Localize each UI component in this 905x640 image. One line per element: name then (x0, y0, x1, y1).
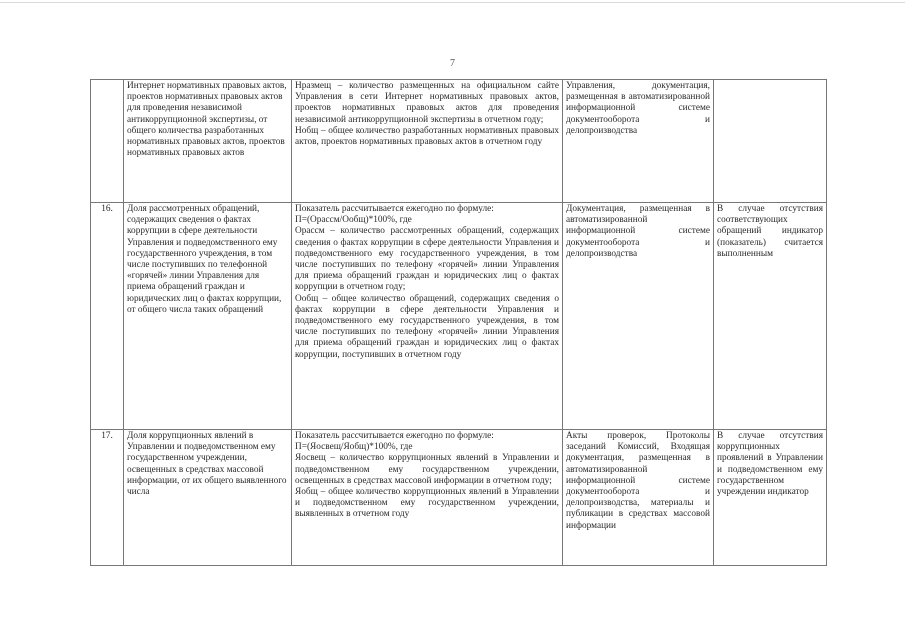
indicator-formula (292, 80, 563, 203)
indicator-source: Документация, размещенная в автоматизированной информационной системе документооборота и делопроизводства (563, 203, 714, 430)
formula-line: Яосвещ – количество коррупционных явлений в Управлении и подведомственном ему государственном учреждении, освещенных в средствах массовой информации в отчетном году; (295, 453, 559, 486)
formula-line: Орассм – количество рассмотренных обращений, содержащих сведения о фактах коррупции в сфере деятельности Управления и подведомственного ему государственного учреждения, в том числе поступивших по телефону «горячей» линии Управления для приема обращений граждан и юридических лиц о фактах коррупции в отчетном году; (295, 226, 559, 293)
formula-line: П=(Орассм/Ообщ)*100%, где (295, 215, 412, 226)
indicator-formula (292, 430, 563, 566)
formula-line: П=(Яосвещ/Яобщ)*100%, где (295, 442, 413, 453)
formula-line: Ообщ – общее количество обращений, содержащих сведения о фактах коррупции в сфере деятельности Управления и подведомственного ему государственного учреждения, в том числе поступивших по телефону «горячей» линии Управления для приема обращений граждан и юридических лиц о фактах коррупции, поступивших в отчетном году (295, 293, 559, 360)
indicators-table (90, 79, 827, 566)
indicator-note: В случае отсутствия коррупционных проявлений в Управлении и подведомственном ему государственном учреждении индикатор (714, 430, 827, 566)
formula-line: Яобщ – общее количество коррупционных явлений в Управлении и подведомственном ему государственном учреждении, выявленных в отчетном году (295, 487, 559, 520)
row-number: 17. (91, 430, 124, 566)
indicator-formula (292, 203, 563, 430)
indicator-source: Акты проверок, Протоколы заседаний Комиссий, Входящая документация, размещенная в автоматизированной информационной системе документооборота и делопроизводства, материалы и публикации в средствах массовой информации (563, 430, 714, 566)
row-number: 16. (91, 203, 124, 430)
table-row (91, 430, 827, 566)
formula-line: Нразмещ – количество размещенных на официальном сайте Управления в сети Интернет нормативных правовых актов, проектов нормативных правовых актов для проведения независимой антикоррупционной экспертизы в отчетном году; (295, 81, 559, 125)
formula-line: Показатель рассчитывается ежегодно по формуле: (295, 431, 494, 441)
indicator-note: В случае отсутствия соответствующих обращений индикатор (показатель) считается выполненным (714, 203, 827, 430)
indicator-name: Доля рассмотренных обращений, содержащих сведения о фактах коррупции в сфере деятельности Управления и подведомственного ему государственного учреждения, в том числе поступивших по телефонной «горячей» линии Управления для приема обращений граждан и юридических лиц о фактах коррупции, от общего числа таких обращений (124, 203, 292, 430)
indicator-note (714, 80, 827, 203)
row-number (91, 80, 124, 203)
formula-line: Нобщ – общее количество разработанных нормативных правовых актов, проектов нормативных правовых актов в отчетном году (295, 125, 559, 148)
table-row (91, 203, 827, 430)
top-border-line (0, 2, 905, 3)
table-row (91, 80, 827, 203)
indicator-source: Управления, документация, размещенная в автоматизированной информационной системе документооборота и делопроизводства (563, 80, 714, 203)
indicator-name: Интернет нормативных правовых актов, проектов нормативных правовых актов для проведения независимой антикоррупционной экспертизы, от общего количества разработанных нормативных правовых актов, проектов нормативных правовых актов (124, 80, 292, 203)
page-number: 7 (450, 58, 455, 69)
formula-line: Показатель рассчитывается ежегодно по формуле: (295, 204, 494, 214)
indicator-name: Доля коррупционных явлений в Управлении и подведомственном ему государственном учреждении, освещенных в средствах массовой информации, от их общего выявленного числа (124, 430, 292, 566)
